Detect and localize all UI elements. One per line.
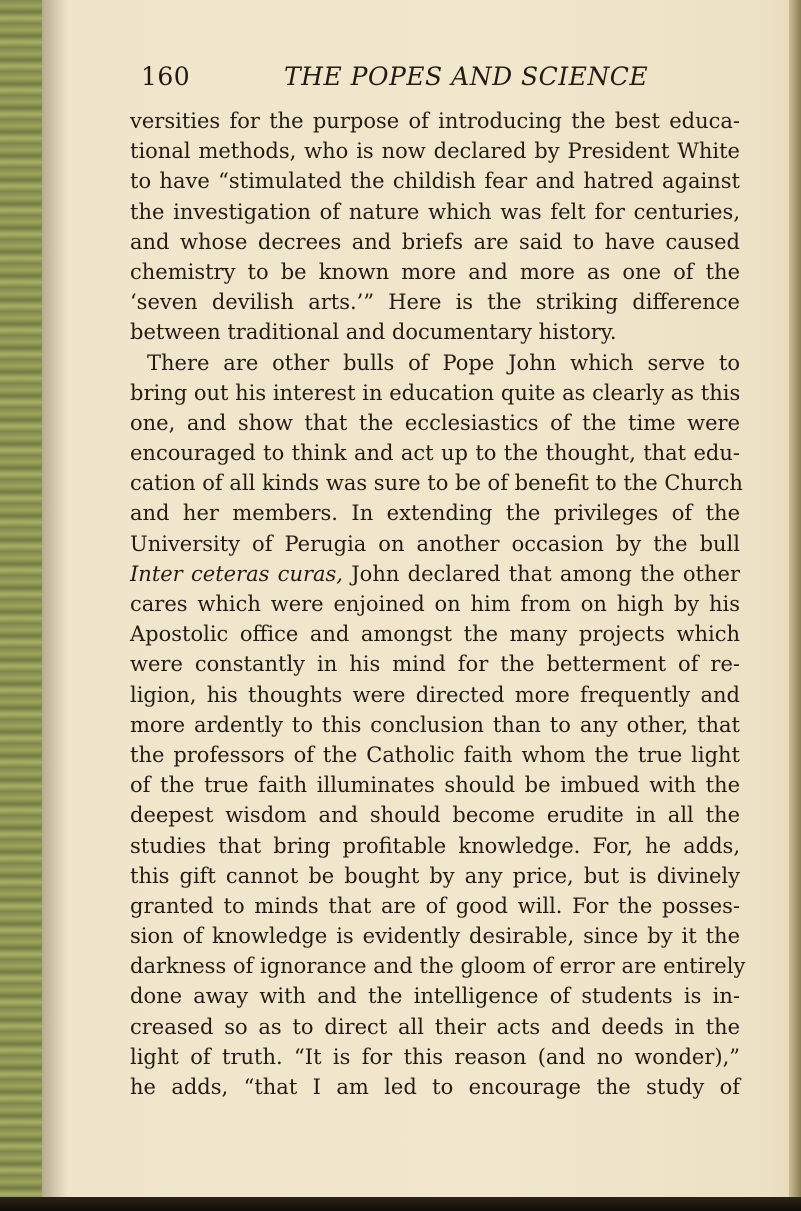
text-line: versities for the purpose of introducing the best educa- xyxy=(130,109,740,133)
text-line: were constantly in his mind for the betterment of re- xyxy=(130,652,740,677)
running-head xyxy=(141,62,741,92)
text-line: bring out his interest in education quite as clearly as this xyxy=(130,380,741,405)
text-line: ligion, his thoughts were directed more frequently and xyxy=(130,682,740,707)
text-line: of the true faith illuminates should be imbued with the xyxy=(130,773,740,798)
gutter-shadow xyxy=(42,0,68,1211)
text-line: the investigation of nature which was felt for centuries, xyxy=(130,199,740,224)
text-line: granted to minds that are of good will. For the posses- xyxy=(130,893,740,918)
text-line: more ardently to this conclusion than to any other, that xyxy=(130,712,740,737)
text-line: Apostolic office and amongst the many projects which xyxy=(130,622,740,647)
text-line: creased so as to direct all their acts and deeds in the xyxy=(130,1014,740,1039)
text-line: There are other bulls of Pope John which serve to xyxy=(147,350,740,375)
italic-bull-title: Inter ceteras curas, xyxy=(130,561,343,586)
text-line: and whose decrees and briefs are said to have caused xyxy=(130,229,740,254)
text-line: cares which were enjoined on him from on high by his xyxy=(130,592,740,616)
text-line: studies that bring profitable knowledge. For, he adds, xyxy=(130,833,740,858)
text-line: chemistry to be known more and more as one of the xyxy=(130,259,740,284)
page-edge-right xyxy=(789,0,801,1211)
text-line: one, and show that the ecclesiastics of the time were xyxy=(130,410,740,435)
text-line: ‘seven devilish arts.’” Here is the striking difference xyxy=(130,290,740,315)
text-line: darkness of ignorance and the gloom of error are entirely xyxy=(130,954,746,979)
text-line: tional methods, who is now declared by President White xyxy=(130,139,740,164)
text-line: light of truth. “It is for this reason (and no wonder),” xyxy=(130,1044,740,1069)
text-line: cation of all kinds was sure to be of benefit to the Church xyxy=(130,471,743,496)
body-text xyxy=(130,106,746,1102)
text-line: deepest wisdom and should become erudite in all the xyxy=(130,803,740,828)
text-line-italic-lead xyxy=(130,559,740,589)
text-line: done away with and the intelligence of students is in- xyxy=(130,984,740,1009)
binding-edge xyxy=(0,0,42,1211)
text-line: and her members. In extending the privileges of the xyxy=(130,501,740,526)
running-title: THE POPES AND SCIENCE xyxy=(284,62,649,91)
text-line: between traditional and documentary history. xyxy=(130,320,617,345)
text-line: he adds, “that I am led to encourage the study of xyxy=(130,1075,740,1099)
page-edge-bottom xyxy=(0,1197,801,1211)
text-line-rest: John declared that among the other xyxy=(351,561,740,586)
text-line: encouraged to think and act up to the thought, that edu- xyxy=(130,441,740,466)
text-line: University of Perugia on another occasion by the bull xyxy=(130,531,740,556)
text-line: this gift cannot be bought by any price, but is divinely xyxy=(130,863,740,888)
page-number: 160 xyxy=(141,62,191,91)
text-line: sion of knowledge is evidently desirable, since by it the xyxy=(130,924,740,949)
text-line: to have “stimulated the childish fear and hatred against xyxy=(130,169,740,194)
text-line: the professors of the Catholic faith whom the true light xyxy=(130,742,740,767)
